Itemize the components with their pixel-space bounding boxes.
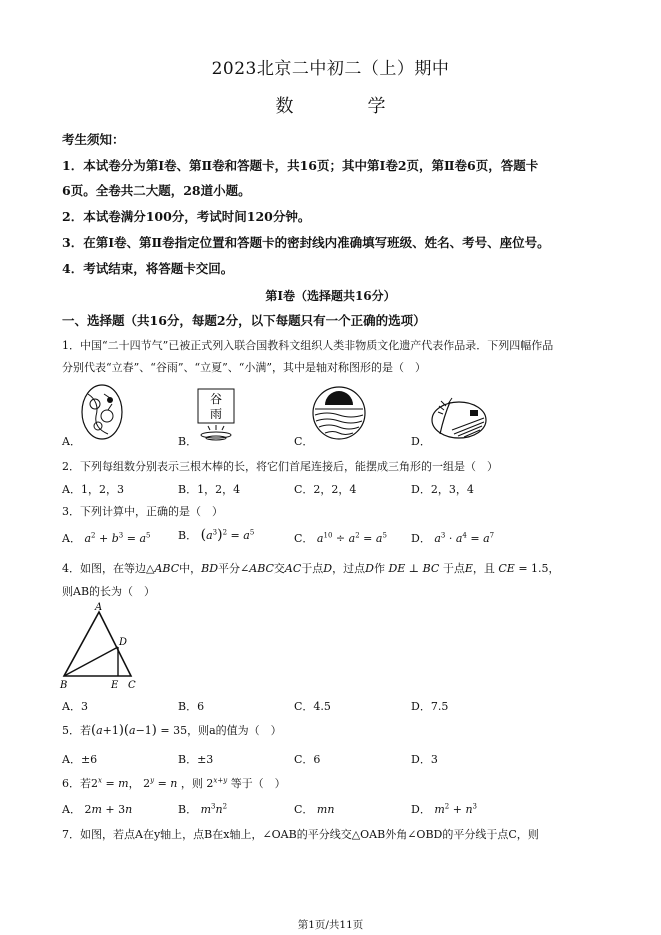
page-title: 2023北京二中初二（上）期中 [211, 59, 450, 79]
q5-option-c: C．6 [294, 753, 321, 766]
q6-option-a: A． 2m + 3n [62, 803, 133, 816]
q2-option-c: C．2，2，4 [294, 483, 357, 496]
q4-option-a: A．3 [62, 700, 88, 713]
note-1: 1．本试卷分为第Ⅰ卷、第Ⅱ卷和答题卡，共16页；其中第Ⅰ卷2页，第Ⅱ卷6页，答题卡 [62, 158, 539, 173]
q3-option-b: B． $(a^3)^2 = a^5$ [178, 527, 255, 543]
q4-label-a: A [95, 602, 103, 613]
q2-option-a: A．1，2，3 [62, 483, 124, 496]
q2-stem: 2．下列每组数分别表示三根木棒的长，将它们首尾连接后，能摆成三角形的一组是（ ） [62, 460, 498, 473]
q3-option-d: D． $a^3 \cdot a^4 = a^7$ [411, 531, 495, 545]
q6-option-c: C． mn [294, 803, 335, 816]
q1-picture-a [80, 382, 124, 442]
q4-label-c: C [128, 680, 136, 691]
note-3: 3．在第Ⅰ卷、第Ⅱ卷指定位置和答题卡的密封线内准确填写班级、姓名、考号、座位号。 [62, 235, 550, 250]
q1-option-c: C． [294, 435, 314, 448]
section-heading: 第Ⅰ卷（选择题共16分） [265, 289, 396, 303]
q6-option-d: D． $m^2 + n^3$ [411, 802, 478, 816]
q4-option-b: B．6 [178, 700, 205, 713]
q1-line1: 1．中国“二十四节气”已被正式列入联合国教科文组织人类非物质文化遗产代表作品录．下列四幅作品 [62, 339, 554, 352]
q4-option-d: D．7.5 [411, 700, 449, 713]
note-4: 4．考试结束，将答题卡交回。 [62, 261, 234, 276]
note-1-cont: 6页。全卷共二大题，28道小题。 [62, 183, 251, 198]
q5-option-d: D．3 [411, 753, 438, 766]
q6-stem: 6．若$2^x = m$， $2^y = n$ ，则 $2^{x+y}$ 等于（ ） [62, 776, 286, 790]
note-2: 2．本试卷满分100分，考试时间120分钟。 [62, 209, 311, 224]
q7-stem: 7．如图，若点A在y轴上，点B在x轴上，∠OAB的平分线交△OAB外角∠OBD的平分线于点C，则 [62, 828, 539, 841]
q3-option-a: A． $a^2 + b^3 = a^5$ [62, 531, 151, 545]
q2-option-b: B．1，2，4 [178, 483, 241, 496]
svg-text:谷: 谷 [209, 392, 223, 406]
q4-label-d: D [119, 637, 128, 648]
q1-option-a: A． [62, 435, 81, 448]
q4-label-e: E [111, 680, 119, 691]
svg-text:雨: 雨 [209, 407, 223, 421]
q4-option-c: C．4.5 [294, 700, 331, 713]
subject-title: 数 学 [275, 96, 414, 117]
q1-option-b: B． [178, 435, 198, 448]
q3-stem: 3．下列计算中，正确的是（ ） [62, 505, 223, 518]
q5-option-b: B．±3 [178, 753, 214, 766]
q5-stem: 5．若(a+1)(a−1) = 35，则a的值为（ ） [62, 723, 282, 738]
q1-option-d: D． [411, 435, 431, 448]
q1-picture-b [196, 388, 236, 442]
q1-picture-d [430, 396, 488, 440]
q4-label-b: B [60, 680, 68, 691]
q5-option-a: A．±6 [62, 753, 98, 766]
q2-option-d: D．2，3，4 [411, 483, 474, 496]
q4-line1: 4．如图，在等边△ABC中，BD平分∠ABC交AC于点D，过点D作 DE ⊥ BC 于点E，且 CE = 1.5， [62, 562, 560, 575]
q4-line2: 则AB的长为（ ） [62, 585, 156, 598]
part-heading: 一、选择题（共16分，每题2分，以下每题只有一个正确的选项） [62, 313, 426, 328]
notes-heading: 考生须知： [62, 132, 125, 147]
q4-triangle-figure [56, 600, 146, 692]
q3-option-c: C． $a^{10} \div a^2 = a^5$ [294, 531, 387, 545]
q1-line2: 分别代表“立春”、“谷雨”、“立夏”、“小满”，其中是轴对称图形的是（ ） [62, 361, 426, 374]
page-footer: 第1页/共11页 [297, 919, 364, 931]
q1-picture-c [311, 385, 367, 441]
q6-option-b: B． $m^3n^2$ [178, 802, 228, 816]
